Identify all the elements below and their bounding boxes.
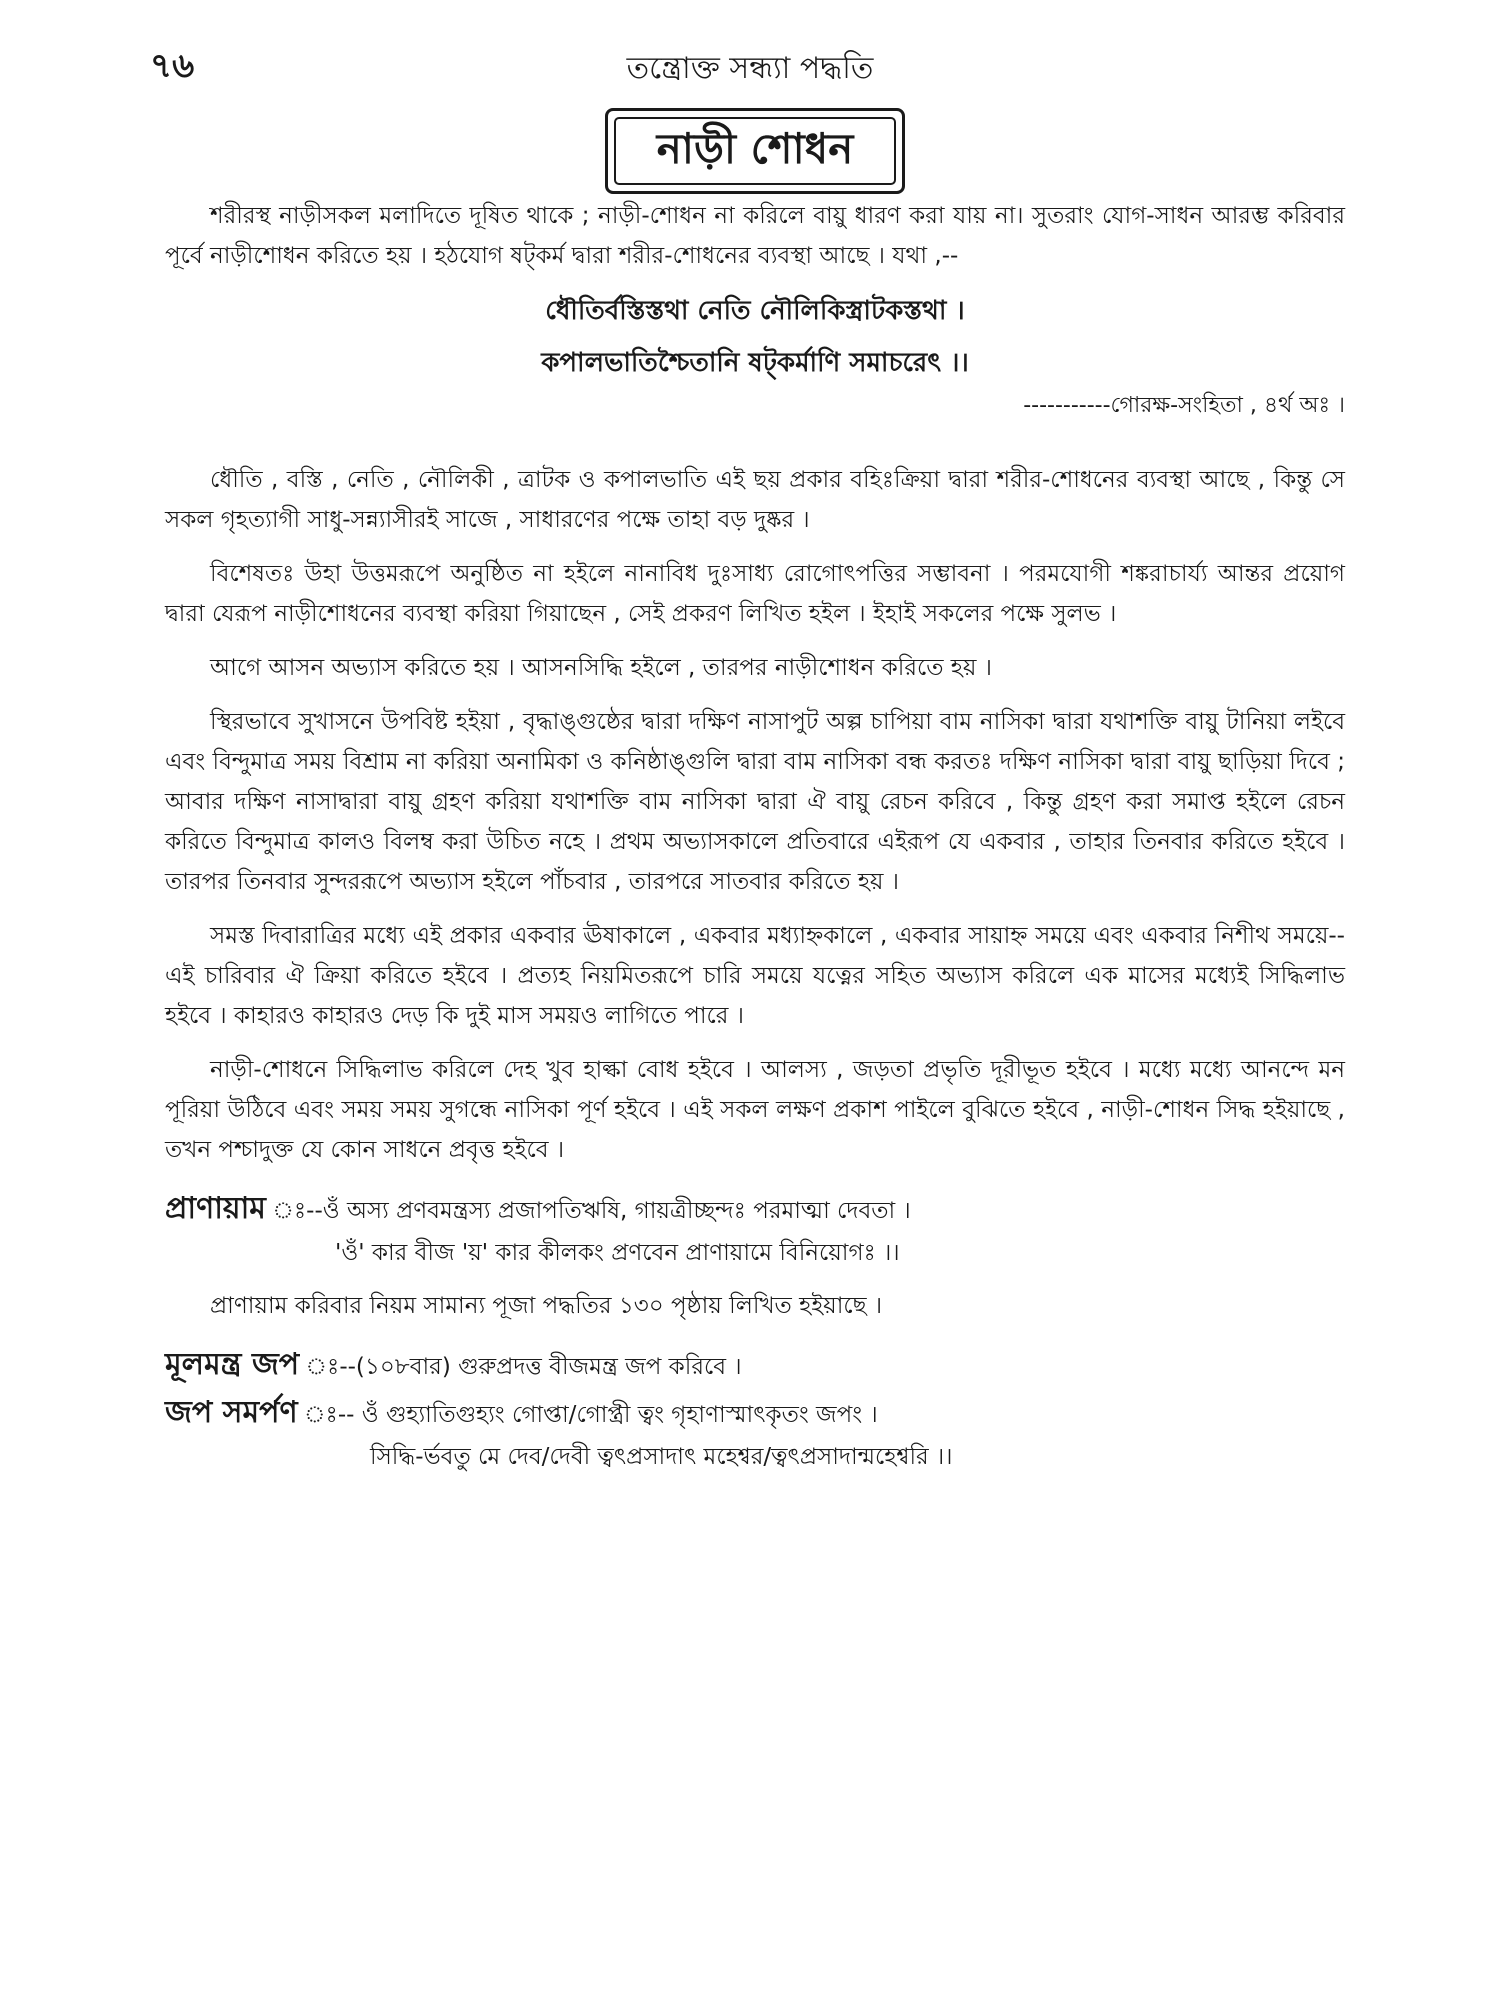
page-body bbox=[165, 196, 1345, 1478]
mulmantra-text: ঃ--(১০৮বার) গুরুপ্রদত্ত বীজমন্ত্র জপ করিবে । bbox=[339, 1354, 742, 1380]
section-title-frame bbox=[605, 108, 905, 194]
jap-samarpan-line-2: সিদ্ধি-র্ভবতু মে দেব/দেবী ত্বৎপ্রসাদাৎ মহেশ্বর/ত্বৎপ্রসাদান্মহেশ্বরি ।। bbox=[370, 1444, 953, 1470]
page-number: ৭৬ bbox=[150, 46, 195, 86]
mulmantra-row bbox=[165, 1344, 1345, 1388]
verse-line-2: কপালভাতিশ্চৈতানি ষট্কর্মাণি সমাচরেৎ ।। bbox=[541, 348, 969, 378]
pranayam-label: প্রাণায়াম bbox=[165, 1191, 266, 1226]
verse-citation: -----------গোরক্ষ-সংহিতা , ৪র্থ অঃ । bbox=[1023, 393, 1345, 418]
body-paragraph: ধৌতি , বস্তি , নেতি , নৌলিকী , ত্রাটক ও কপালভাতি এই ছয় প্রকার বহিঃক্রিয়া দ্বারা শরীর-শোধনের ব্যবস্থা আছে , কিন্তু সে সকল গৃহত্যাগী সাধু-সন্ন্যাসীরই সাজে , সাধারণের পক্ষে তাহা বড় দুষ্কর । bbox=[165, 467, 1345, 533]
pranayam-row bbox=[165, 1188, 1345, 1232]
jap-samarpan-label: জপ সমর্পণ bbox=[165, 1395, 298, 1430]
mulmantra-label: মূলমন্ত্র জপ bbox=[165, 1347, 300, 1382]
jap-samarpan-row bbox=[165, 1392, 1345, 1436]
running-header: তন্ত্রোক্ত সন্ধ্যা পদ্ধতি bbox=[626, 51, 874, 86]
body-paragraph: নাড়ী-শোধনে সিদ্ধিলাভ করিলে দেহ খুব হাল্কা বোধ হইবে । আলস্য , জড়তা প্রভৃতি দূরীভূত হইবে । মধ্যে মধ্যে আনন্দে মন পূরিয়া উঠিবে এবং সময় সময় সুগন্ধে নাসিকা পূর্ণ হইবে । এই সকল লক্ষণ প্রকাশ পাইলে বুঝিতে হইবে , নাড়ী-শোধন সিদ্ধ হইয়াছে , তখন পশ্চাদুক্ত যে কোন সাধনে প্রবৃত্ত হইবে । bbox=[165, 1057, 1345, 1163]
pranayam-note: প্রাণায়াম করিবার নিয়ম সামান্য পূজা পদ্ধতির ১৩০ পৃষ্ঠায় লিখিত হইয়াছে । bbox=[210, 1293, 883, 1319]
section-title: নাড়ী শোধন bbox=[614, 117, 896, 185]
body-paragraph: বিশেষতঃ উহা উত্তমরূপে অনুষ্ঠিত না হইলে নানাবিধ দুঃসাধ্য রোগোৎপত্তির সম্ভাবনা । পরমযোগী শঙ্করাচার্য্য আন্তর প্রয়োগ দ্বারা যেরূপ নাড়ীশোধনের ব্যবস্থা করিয়া গিয়াছেন , সেই প্রকরণ লিখিত হইল । ইহাই সকলের পক্ষে সুলভ । bbox=[165, 561, 1345, 627]
jap-samarpan-line-1: ঃ-- ওঁ গুহ্যাতিগুহ্যং গোপ্তা/গোপ্ত্রী ত্বং গৃহাণাস্মাৎকৃতং জপং । bbox=[337, 1402, 878, 1428]
body-paragraph: স্থিরভাবে সুখাসনে উপবিষ্ট হইয়া , বৃদ্ধাঙ্গুষ্ঠের দ্বারা দক্ষিণ নাসাপুট অল্প চাপিয়া বাম নাসিকা দ্বারা যথাশক্তি বায়ু টানিয়া লইবে এবং বিন্দুমাত্র সময় বিশ্রাম না করিয়া অনামিকা ও কনিষ্ঠাঙ্গুলি দ্বারা বাম নাসিকা বন্ধ করতঃ দক্ষিণ নাসিকা দ্বারা বায়ু ছাড়িয়া দিবে ; আবার দক্ষিণ নাসাদ্বারা বায়ু গ্রহণ করিয়া যথাশক্তি বাম নাসিকা দ্বারা ঐ বায়ু রেচন করিবে , কিন্তু গ্রহণ করা সমাপ্ত হইলে রেচন করিতে বিন্দুমাত্র কালও বিলম্ব করা উচিত নহে । প্রথম অভ্যাসকালে প্রতিবারে এইরূপ যে একবার , তাহার তিনবার করিতে হইবে । তারপর তিনবার সুন্দররূপে অভ্যাস হইলে পাঁচবার , তারপরে সাতবার করিতে হয় । bbox=[165, 709, 1345, 895]
intro-paragraph: শরীরস্থ নাড়ীসকল মলাদিতে দূষিত থাকে ; নাড়ী-শোধন না করিলে বায়ু ধারণ করা যায় না। সুতরাং যোগ-সাধন আরম্ভ করিবার পূর্বে নাড়ীশোধন করিতে হয় । হঠযোগ ষট্কর্ম দ্বারা শরীর-শোধনের ব্যবস্থা আছে । যথা ,-- bbox=[165, 203, 1345, 269]
body-paragraph: সমস্ত দিবারাত্রির মধ্যে এই প্রকার একবার ঊষাকালে , একবার মধ্যাহ্নকালে , একবার সায়াহ্ন সময়ে এবং একবার নিশীথ সময়ে--এই চারিবার ঐ ক্রিয়া করিতে হইবে । প্রত্যহ নিয়মিতরূপে চারি সময়ে যত্নের সহিত অভ্যাস করিলে এক মাসের মধ্যেই সিদ্ধিলাভ হইবে । কাহারও কাহারও দেড় কি দুই মাস সময়ও লাগিতে পারে । bbox=[165, 923, 1345, 1029]
body-paragraph: আগে আসন অভ্যাস করিতে হয় । আসনসিদ্ধি হইলে , তারপর নাড়ীশোধন করিতে হয় । bbox=[210, 655, 992, 681]
pranayam-line-1: ঃ--ওঁ অস্য প্রণবমন্ত্রস্য প্রজাপতিঋষি, গায়ত্রীচ্ছন্দঃ পরমাত্মা দেবতা । bbox=[306, 1198, 911, 1224]
verse-line-1: ধৌতির্বস্তিস্তথা নেতি নৌলিকিস্ত্রাটকস্তথা । bbox=[545, 296, 965, 326]
pranayam-line-2: 'ওঁ' কার বীজ 'য়' কার কীলকং প্রণবেন প্রাণায়ামে বিনিয়োগঃ ।। bbox=[335, 1240, 900, 1266]
